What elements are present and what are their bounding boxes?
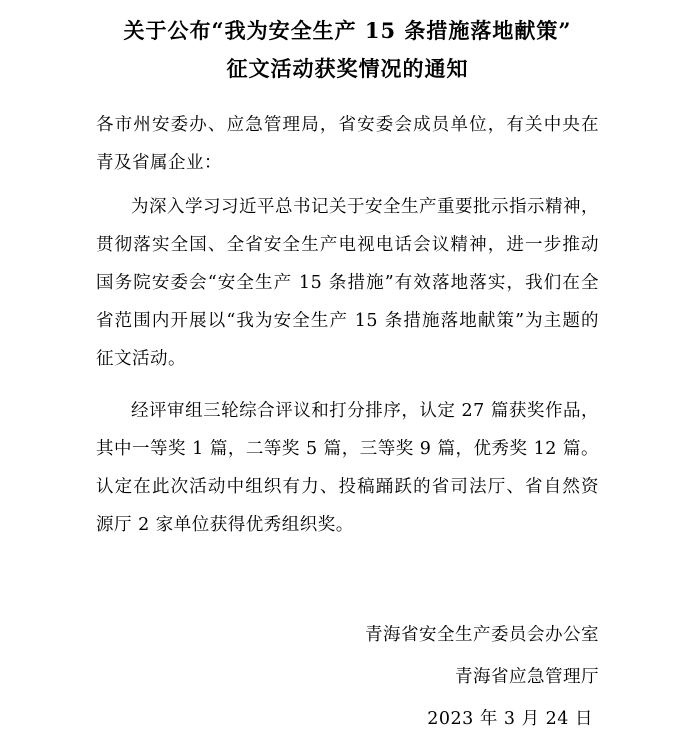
signature-date: 2023 年 3 月 24 日 xyxy=(427,709,593,729)
body-paragraph-2: 经评审组三轮综合评议和打分排序，认定 27 篇获奖作品，其中一等奖 1 篇，二等奖 5 篇，三等奖 9 篇，优秀奖 12 篇。认定在此次活动中组织有力、投稿踊跃的省司法厅、省自然资源厅 2 家单位获得优秀组织奖。 xyxy=(96,401,599,535)
document-title xyxy=(0,0,695,88)
title-line-2: 征文活动获奖情况的通知 xyxy=(226,56,469,81)
addressee-paragraph: 各市州安委办、应急管理局，省安委会成员单位，有关中央在青及省属企业： xyxy=(96,115,599,173)
signature-org-2: 青海省应急管理厅 xyxy=(455,667,599,687)
title-line-1: 关于公布“我为安全生产 15 条措施落地献策” xyxy=(123,18,572,43)
signature-org-1: 青海省安全生产委员会办公室 xyxy=(365,625,599,645)
document-body xyxy=(0,94,695,544)
body-paragraph-1: 为深入学习习近平总书记关于安全生产重要批示指示精神，贯彻落实全国、全省安全生产电视电话会议精神，进一步推动国务院安委会“安全生产 15 条措施”有效落地落实，我们在全省范围内开展以“我为安全生产 15 条措施落地献策”为主题的征文活动。 xyxy=(96,197,599,369)
signature-block xyxy=(0,614,695,740)
paragraph-spacer-2 xyxy=(96,378,599,392)
